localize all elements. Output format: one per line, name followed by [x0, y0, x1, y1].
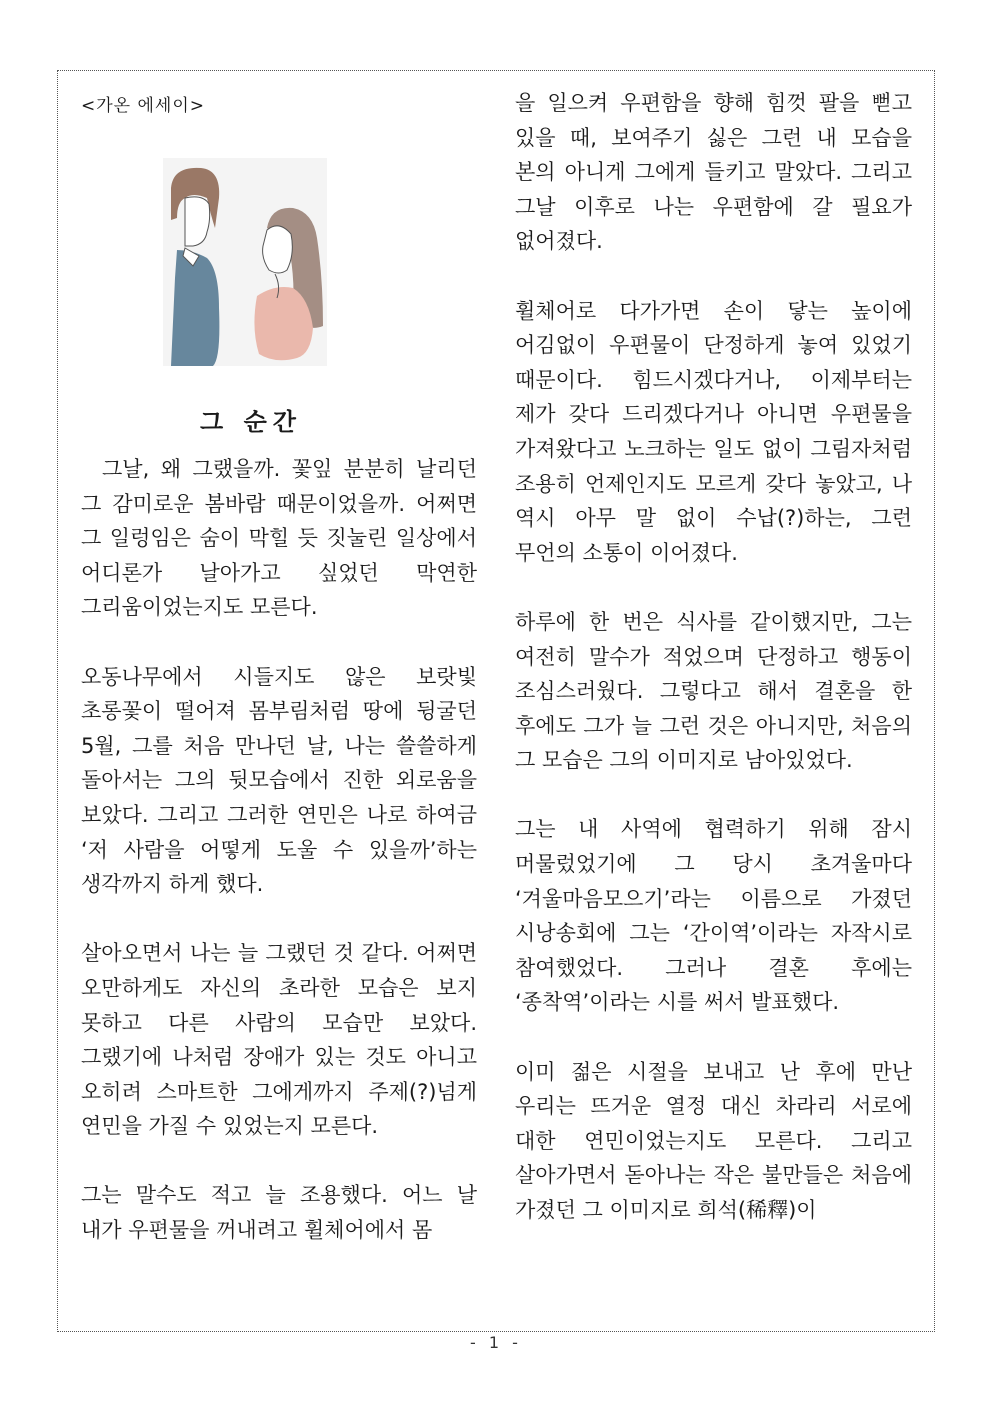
- paragraph: 을 일으켜 우편함을 향해 힘껏 팔을 뻗고 있을 때, 보여주기 싫은 그런 내 모습을 본의 아니게 그에게 들키고 말았다. 그리고 그날 이후로 나는 우편함에 갈 필요가 없어졌다.: [515, 91, 912, 254]
- couple-icon: [163, 158, 327, 366]
- couple-illustration: [163, 158, 327, 366]
- paragraph: 오동나무에서 시들지도 않은 보랏빛 초롱꽃이 떨어져 몸부림처럼 땅에 뒹굴던 5월, 그를 처음 만나던 날, 나는 쓸쓸하게 돌아서는 그의 뒷모습에서 진한 외로움을 보았다. 그리고 그러한 연민은 나로 하여금 ‘저 사람을 어떻게 도울 수 있을까’하는 생각까지 하게 했다.: [81, 664, 477, 897]
- paragraph: 이미 젊은 시절을 보내고 난 후에 만난 우리는 뜨거운 열정 대신 차라리 서로에 대한 연민이었는지도 모른다. 그리고 살아가면서 돋아나는 작은 불만들은 처음에 가졌던 그 이미지로 희석(稀釋)이: [515, 1059, 912, 1222]
- left-column: [81, 452, 477, 1248]
- paragraph: 그는 내 사역에 협력하기 위해 잠시 머물렀었기에 그 당시 초겨울마다 ‘겨울마음모으기’라는 이름으로 가졌던 시낭송회에 그는 ‘간이역’이라는 자작시로 참여했었다. 그러나 결혼 후에는 ‘종착역’이라는 시를 써서 발표했다.: [515, 817, 912, 1015]
- paragraph: 그는 말수도 적고 늘 조용했다. 어느 날 내가 우편물을 꺼내려고 휠체어에서 몸: [81, 1183, 477, 1243]
- paragraph: 휠체어로 다가가면 손이 닿는 높이에 어김없이 우편물이 단정하게 놓여 있었기 때문이다. 힘드시겠다거나, 이제부터는 제가 갖다 드리겠다거나 아니면 우편물을 가져왔다고 노크하는 일도 없이 그림자처럼 조용히 언제인지도 모르게 갖다 놓았고, 나 역시 아무 말 없이 수납(?)하는, 그런 무언의 소통이 이어졌다.: [515, 298, 912, 565]
- page-number: - 1 -: [470, 1333, 522, 1352]
- paragraph: 그날, 왜 그랬을까. 꽃잎 분분히 날리던 그 감미로운 봄바람 때문이었을까. 어쩌면 그 일렁임은 숨이 막힐 듯 짓눌린 일상에서 어디론가 날아가고 싶었던 막연한 그리움이었는지도 모른다.: [81, 457, 477, 620]
- essay-title: 그 순간: [200, 408, 302, 436]
- essay-category: <가온 에세이>: [81, 96, 206, 116]
- paragraph: 하루에 한 번은 식사를 같이했지만, 그는 여전히 말수가 적었으며 단정하고 행동이 조심스러웠다. 그렇다고 해서 결혼을 한 후에도 그가 늘 그런 것은 아니지만, 처음의 그 모습은 그의 이미지로 남아있었다.: [515, 609, 912, 773]
- right-column: [515, 86, 912, 1228]
- paragraph: 살아오면서 나는 늘 그랬던 것 같다. 어쩌면 오만하게도 자신의 초라한 모습은 보지 못하고 다른 사람의 모습만 보았다. 그랬기에 나처럼 장애가 있는 것도 아니고 오히려 스마트한 그에게까지 주제(?)넘게 연민을 가질 수 있었는지 모른다.: [81, 941, 477, 1139]
